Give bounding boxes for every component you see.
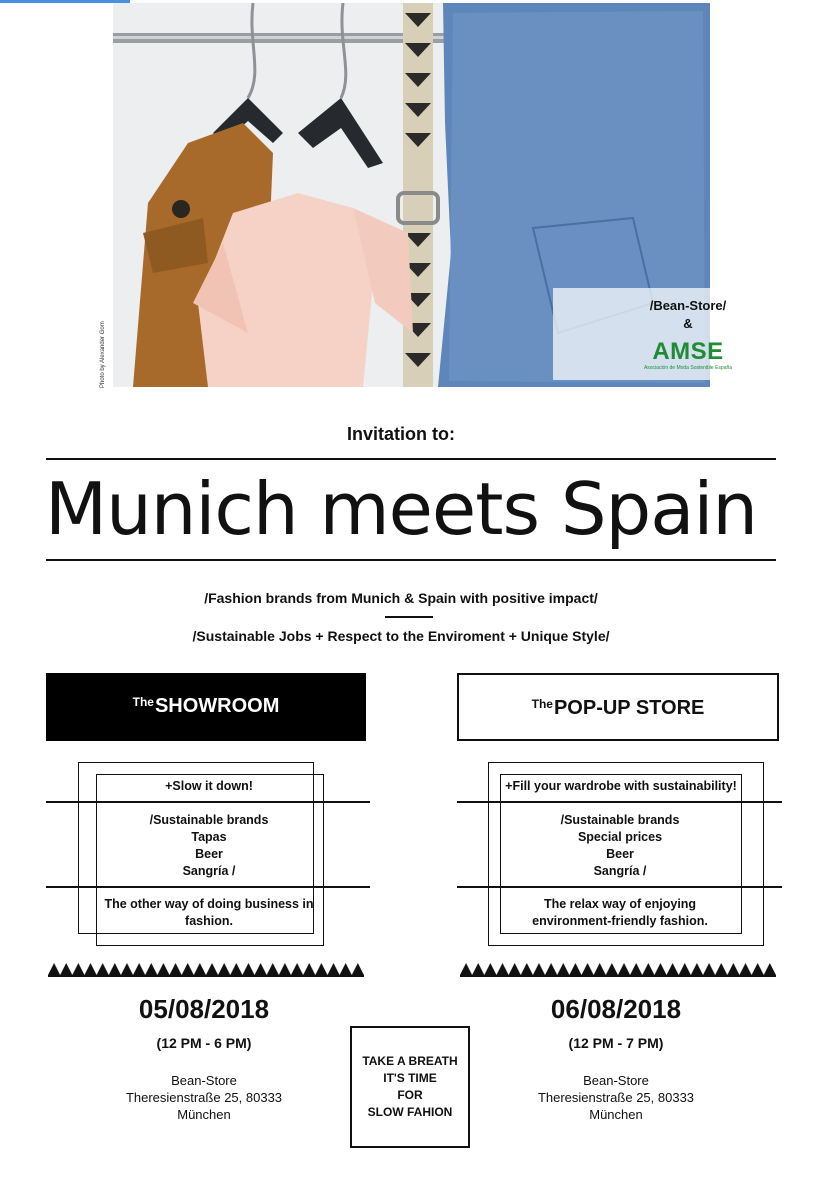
slow-fashion-line: IT'S TIME [383,1071,437,1085]
subtitle-divider [385,616,433,618]
popup-item: Sangría / [593,864,647,878]
showroom-item: Beer [195,847,223,861]
popup-item: Special prices [577,830,663,844]
showroom-tagline: +Slow it down! [165,779,253,793]
bean-store-label: /Bean-Store/ [649,298,727,313]
showroom-date: 05/08/2018 [138,994,270,1024]
top-progress-bar [0,0,130,3]
slow-fashion-box [350,1026,470,1148]
slow-fashion-line: FOR [397,1088,423,1102]
subtitle-brands: /Fashion brands from Munich & Spain with positive impact/ [204,590,598,606]
popup-address-line: München [589,1107,643,1122]
popup-prefix: The [531,697,553,711]
popup-item: /Sustainable brands [560,813,680,827]
popup-time: (12 PM - 7 PM) [568,1035,664,1051]
title-rule-top [46,458,776,460]
popup-rule-1 [457,801,782,803]
logo-ampersand: & [683,316,693,331]
amse-logo: AMSE [652,338,724,365]
showroom-rule-1 [46,801,370,803]
invitation-label: Invitation to: [347,424,455,444]
popup-store-banner [457,673,779,741]
showroom-closing: The other way of doing business in fashion. [104,897,314,928]
showroom-prefix: The [132,695,154,709]
showroom-item: /Sustainable brands [149,813,269,827]
popup-date: 06/08/2018 [550,994,682,1024]
popup-name: POP-UP STORE [553,697,705,719]
showroom-rule-2 [46,886,370,888]
showroom-banner [46,673,366,741]
popup-address-line: Bean-Store [583,1073,649,1088]
brand-logo-box [553,288,823,380]
showroom-address-line: München [177,1107,231,1122]
showroom-address-line: Theresienstraße 25, 80333 [125,1090,283,1105]
showroom-name: SHOWROOM [154,695,280,717]
showroom-item: Sangría / [182,864,236,878]
event-title: Munich meets Spain [44,467,758,551]
showroom-address-line: Bean-Store [171,1073,237,1088]
showroom-triangle-border [48,963,364,977]
popup-item: Beer [606,847,634,861]
photo-credit: Photo by Alexander Gom [100,321,106,388]
showroom-time: (12 PM - 6 PM) [156,1035,252,1051]
popup-address-line: Theresienstraße 25, 80333 [537,1090,695,1105]
amse-logo-subtitle: Asociación de Moda Sostenible España [643,365,733,371]
subtitle-values: /Sustainable Jobs + Respect to the Enviroment + Unique Style/ [192,628,610,644]
popup-triangle-border [460,963,776,977]
slow-fashion-line: TAKE A BREATH [362,1054,458,1068]
showroom-item: Tapas [191,830,227,844]
popup-tagline: +Fill your wardrobe with sustainability! [505,779,737,793]
title-rule-bottom [46,559,776,561]
popup-closing: The relax way of enjoying environment-friendly fashion. [532,897,708,928]
hero-photo [113,3,733,387]
popup-rule-2 [457,886,782,888]
slow-fashion-line: SLOW FAHION [367,1105,453,1119]
